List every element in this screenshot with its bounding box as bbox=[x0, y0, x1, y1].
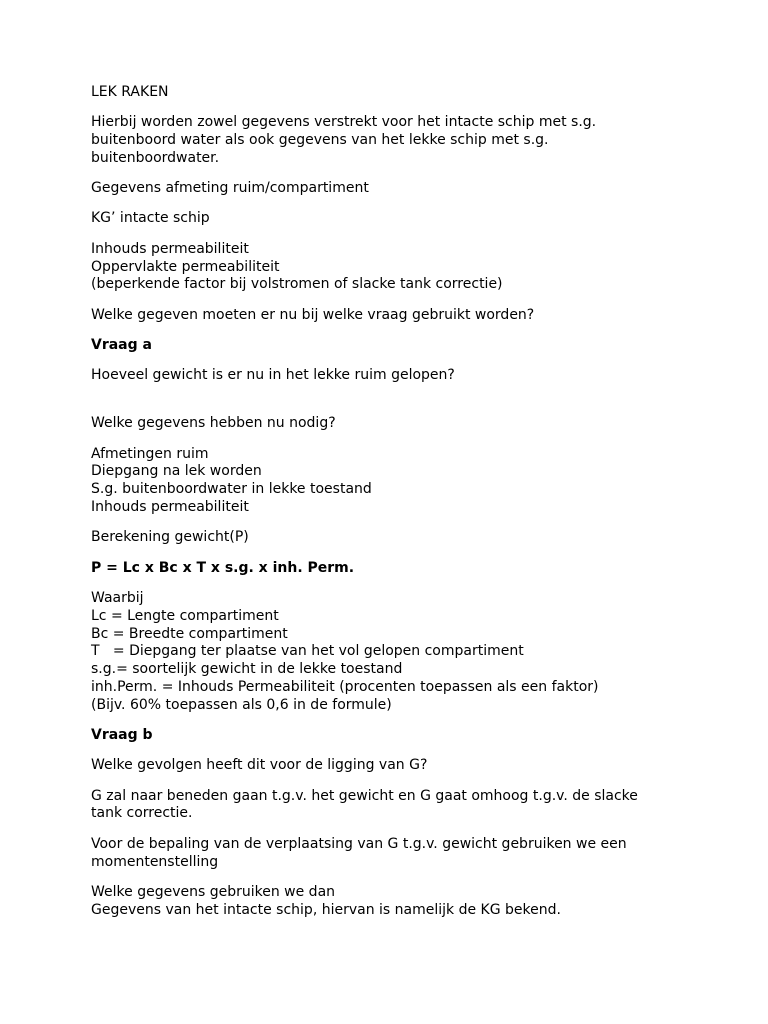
list-item: S.g. buitenboordwater in lekke toestand bbox=[91, 481, 372, 498]
intro-line: buitenboord water als ook gegevens van het lekke schip met s.g. bbox=[91, 132, 549, 149]
list-item: Inhouds permeabiliteit bbox=[91, 499, 249, 516]
item-kg bbox=[91, 210, 691, 228]
vraag-a-question bbox=[91, 367, 691, 403]
item-kg-text: KG’ intacte schip bbox=[91, 210, 210, 227]
formula-legend bbox=[91, 590, 691, 715]
legend-line: inh.Perm. = Inhouds Permeabiliteit (procenten toepassen als een faktor) bbox=[91, 678, 599, 695]
answer-line: G zal naar beneden gaan t.g.v. het gewicht en G gaat omhoog t.g.v. de slacke bbox=[91, 787, 638, 804]
item-afmeting-text: Gegevens afmeting ruim/compartiment bbox=[91, 180, 369, 197]
legend-line: s.g.= soortelijk gewicht in de lekke toestand bbox=[91, 661, 403, 678]
blank-line bbox=[91, 385, 691, 403]
vraag-b-moment bbox=[91, 836, 691, 872]
vraag-a-list bbox=[91, 446, 691, 517]
vraag-a-needed-text: Welke gegevens hebben nu nodig? bbox=[91, 415, 336, 432]
vraag-b-data-used bbox=[91, 884, 691, 920]
document-title bbox=[91, 84, 691, 102]
vraag-a-heading bbox=[91, 337, 691, 355]
permeabiliteit-paragraph bbox=[91, 241, 691, 294]
moment-line: momentenstelling bbox=[91, 853, 219, 870]
formula-text: P = Lc x Bc x T x s.g. x inh. Perm. bbox=[91, 559, 355, 576]
data-used-line: Welke gegevens gebruiken we dan bbox=[91, 883, 336, 900]
intro-line: buitenboordwater. bbox=[91, 149, 220, 166]
general-question-text: Welke gegeven moeten er nu bij welke vraag gebruikt worden? bbox=[91, 306, 535, 323]
item-afmeting bbox=[91, 180, 691, 198]
vraag-a-heading-text: Vraag a bbox=[91, 336, 152, 353]
legend-line: Bc = Breedte compartiment bbox=[91, 625, 288, 642]
list-item: Afmetingen ruim bbox=[91, 445, 209, 462]
permeabiliteit-line: Oppervlakte permeabiliteit bbox=[91, 258, 280, 275]
permeabiliteit-line: Inhouds permeabiliteit bbox=[91, 240, 249, 257]
vraag-b-heading bbox=[91, 727, 691, 745]
intro-paragraph bbox=[91, 114, 691, 167]
legend-line: Lc = Lengte compartiment bbox=[91, 607, 279, 624]
legend-line: Waarbij bbox=[91, 589, 144, 606]
vraag-a-needed bbox=[91, 415, 691, 433]
vraag-b-question bbox=[91, 757, 691, 775]
data-used-line: Gegevens van het intacte schip, hiervan is namelijk de KG bekend. bbox=[91, 901, 561, 918]
vraag-b-heading-text: Vraag b bbox=[91, 727, 153, 744]
title-text: LEK RAKEN bbox=[91, 84, 169, 100]
list-item: Diepgang na lek worden bbox=[91, 463, 262, 480]
document-page bbox=[91, 84, 691, 932]
calc-label-text: Berekening gewicht(P) bbox=[91, 529, 249, 546]
permeabiliteit-line: (beperkende factor bij volstromen of slacke tank correctie) bbox=[91, 276, 503, 293]
calc-label bbox=[91, 529, 691, 547]
vraag-a-question-text: Hoeveel gewicht is er nu in het lekke ruim gelopen? bbox=[91, 367, 455, 384]
moment-line: Voor de bepaling van de verplaatsing van G t.g.v. gewicht gebruiken we een bbox=[91, 835, 627, 852]
legend-line: T = Diepgang ter plaatse van het vol gelopen compartiment bbox=[91, 643, 524, 660]
vraag-b-question-text: Welke gevolgen heeft dit voor de ligging van G? bbox=[91, 757, 428, 774]
formula bbox=[91, 560, 691, 578]
intro-line: Hierbij worden zowel gegevens verstrekt voor het intacte schip met s.g. bbox=[91, 114, 597, 131]
answer-line: tank correctie. bbox=[91, 805, 193, 822]
vraag-b-answer bbox=[91, 788, 691, 824]
legend-line: (Bijv. 60% toepassen als 0,6 in de formule) bbox=[91, 696, 392, 713]
general-question bbox=[91, 307, 691, 325]
